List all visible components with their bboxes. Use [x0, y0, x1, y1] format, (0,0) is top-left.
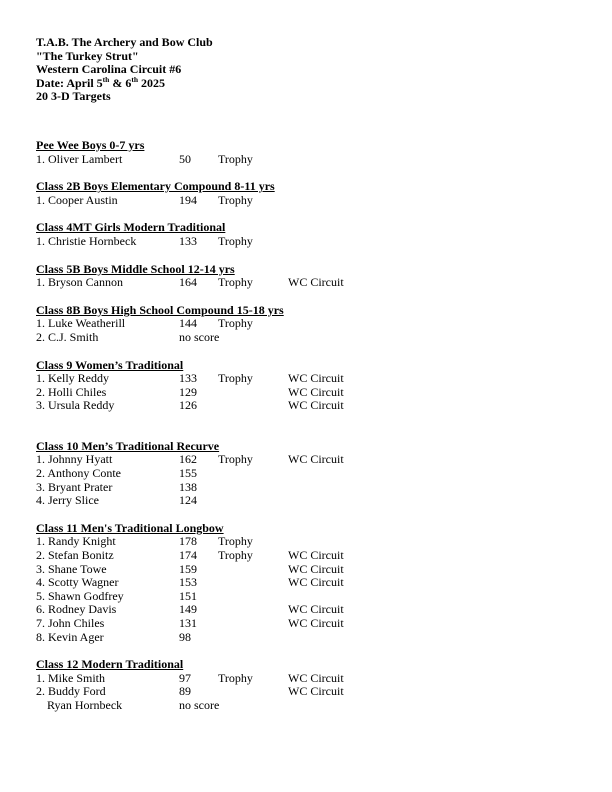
result-row — [36, 699, 582, 713]
result-row — [36, 235, 582, 249]
circuit-designation: WC Circuit — [288, 384, 344, 399]
award: Trophy — [218, 452, 253, 467]
award: Trophy — [218, 192, 253, 207]
targets-line: 20 3-D Targets — [36, 89, 111, 104]
competitor-name: 2. C.J. Smith — [36, 329, 99, 344]
result-row — [36, 672, 582, 686]
competitor-name: 8. Kevin Ager — [36, 629, 104, 644]
class-title: Class 10 Men’s Traditional Recurve — [36, 438, 220, 453]
score: 174 — [179, 548, 197, 563]
award — [218, 331, 288, 345]
date-ordinal-1: th — [102, 74, 110, 84]
result-row — [36, 576, 582, 590]
score: 151 — [179, 588, 197, 603]
award: Trophy — [218, 670, 253, 685]
competitor-name: Ryan Hornbeck — [47, 697, 123, 712]
score: 144 — [179, 316, 197, 331]
section-rows — [36, 276, 582, 290]
result-row — [36, 631, 582, 645]
score: 89 — [179, 684, 191, 699]
result-row — [36, 276, 582, 290]
class-title: Class 5B Boys Middle School 12-14 yrs — [36, 261, 235, 276]
competitor-name: 1. Johnny Hyatt — [36, 452, 113, 467]
award — [218, 399, 288, 413]
class-title: Class 8B Boys High School Compound 15-18 yrs — [36, 302, 284, 317]
award — [218, 699, 288, 713]
score: 155 — [179, 466, 197, 481]
circuit-designation: WC Circuit — [288, 452, 344, 467]
competitor-name: 2. Buddy Ford — [36, 684, 106, 699]
circuit-designation: WC Circuit — [288, 616, 344, 630]
class-title: Class 12 Modern Traditional — [36, 657, 184, 672]
circuit-designation: WC Circuit — [288, 561, 344, 576]
award — [218, 481, 288, 495]
competitor-name: 5. Shawn Godfrey — [36, 588, 124, 603]
result-row — [36, 549, 582, 563]
class-section — [36, 658, 582, 712]
result-row — [36, 386, 582, 400]
section-rows — [36, 453, 582, 507]
sections — [36, 139, 582, 713]
result-row — [36, 590, 582, 604]
circuit-designation — [288, 317, 582, 331]
competitor-name: 4. Jerry Slice — [36, 493, 99, 508]
score: 126 — [179, 398, 197, 413]
result-row — [36, 617, 582, 631]
class-title: Pee Wee Boys 0-7 yrs — [36, 137, 145, 152]
result-row — [36, 399, 582, 413]
circuit-designation: WC Circuit — [288, 548, 344, 563]
class-section — [36, 221, 582, 248]
result-row — [36, 467, 582, 481]
score: 194 — [179, 192, 197, 207]
circuit-designation — [288, 235, 582, 249]
score: 50 — [179, 151, 191, 166]
date-mid: & 6 — [109, 75, 132, 90]
result-row — [36, 535, 582, 549]
score: 138 — [179, 479, 197, 494]
score: 133 — [179, 233, 197, 248]
circuit-designation — [288, 631, 582, 645]
award — [218, 563, 288, 577]
circuit-designation: WC Circuit — [288, 684, 344, 699]
circuit-designation — [288, 153, 582, 167]
section-rows — [36, 153, 582, 167]
score: 162 — [179, 452, 197, 467]
class-section — [36, 440, 582, 508]
circuit-designation — [288, 331, 582, 345]
class-section — [36, 304, 582, 345]
award — [218, 685, 288, 699]
section-rows — [36, 235, 582, 249]
date-line — [36, 74, 582, 91]
competitor-name: 1. Bryson Cannon — [36, 275, 123, 290]
competitor-name: 2. Stefan Bonitz — [36, 548, 114, 563]
award: Trophy — [218, 151, 253, 166]
result-row — [36, 685, 582, 699]
section-rows — [36, 535, 582, 644]
circuit-designation — [288, 467, 582, 481]
section-rows — [36, 372, 582, 413]
competitor-name: 3. Shane Towe — [36, 561, 107, 576]
award: Trophy — [218, 275, 253, 290]
award — [218, 494, 288, 508]
competitor-name: 1. Cooper Austin — [36, 192, 118, 207]
competitor-name: 2. Holli Chiles — [36, 384, 107, 399]
award — [218, 631, 288, 645]
class-section — [36, 139, 582, 166]
award — [218, 603, 288, 617]
class-title: Class 4MT Girls Modern Traditional — [36, 220, 226, 235]
award: Trophy — [218, 534, 253, 549]
circuit-designation: WC Circuit — [288, 398, 344, 413]
circuit-designation — [288, 481, 582, 495]
award: Trophy — [218, 316, 253, 331]
competitor-name: 1. Mike Smith — [36, 670, 106, 685]
competitor-name: 1. Oliver Lambert — [36, 151, 123, 166]
competitor-name: 1. Randy Knight — [36, 534, 116, 549]
result-row — [36, 331, 582, 345]
score: 98 — [179, 629, 191, 644]
date-ordinal-2: th — [131, 74, 138, 84]
class-title: Class 9 Women’s Traditional — [36, 357, 184, 372]
score: no score — [179, 329, 220, 344]
date-prefix: Date: April 5 — [36, 75, 103, 90]
score: 131 — [179, 616, 197, 630]
circuit-designation: WC Circuit — [288, 275, 344, 290]
competitor-name: 4. Scotty Wagner — [36, 575, 119, 590]
circuit-designation — [288, 699, 582, 713]
score: 164 — [179, 275, 197, 290]
result-row — [36, 481, 582, 495]
result-row — [36, 317, 582, 331]
score: 149 — [179, 602, 197, 617]
result-row — [36, 372, 582, 386]
competitor-name: 7. John Chiles — [36, 616, 105, 630]
result-row — [36, 603, 582, 617]
result-row — [36, 494, 582, 508]
competitor-name: 1. Kelly Reddy — [36, 371, 109, 386]
score: 124 — [179, 493, 197, 508]
award — [218, 467, 288, 481]
result-row — [36, 563, 582, 577]
competitor-name: 3. Ursula Reddy — [36, 398, 115, 413]
competitor-name: 2. Anthony Conte — [36, 466, 122, 481]
circuit-designation — [288, 535, 582, 549]
score: no score — [179, 697, 220, 712]
competitor-name: 3. Bryant Prater — [36, 479, 113, 494]
award — [218, 617, 288, 631]
circuit-line: Western Carolina Circuit #6 — [36, 62, 182, 77]
section-rows — [36, 672, 582, 713]
score: 153 — [179, 575, 197, 590]
class-section — [36, 180, 582, 207]
document-header — [36, 36, 582, 104]
section-rows — [36, 194, 582, 208]
result-row — [36, 194, 582, 208]
date-suffix: 2025 — [138, 75, 165, 90]
competitor-name: 1. Luke Weatherill — [36, 316, 126, 331]
circuit-designation — [288, 194, 582, 208]
event-name-line: "The Turkey Strut" — [36, 48, 139, 63]
result-row — [36, 153, 582, 167]
award: Trophy — [218, 371, 253, 386]
class-section — [36, 263, 582, 290]
score: 129 — [179, 384, 197, 399]
circuit-designation: WC Circuit — [288, 602, 344, 617]
club-name-line: T.A.B. The Archery and Bow Club — [36, 35, 213, 49]
class-section — [36, 359, 582, 413]
award — [218, 576, 288, 590]
class-section — [36, 522, 582, 644]
circuit-designation — [288, 494, 582, 508]
score: 133 — [179, 371, 197, 386]
result-row — [36, 453, 582, 467]
class-title: Class 11 Men's Traditional Longbow — [36, 520, 224, 535]
award: Trophy — [218, 548, 253, 563]
award — [218, 386, 288, 400]
circuit-designation: WC Circuit — [288, 371, 344, 386]
score: 97 — [179, 670, 191, 685]
award: Trophy — [218, 233, 253, 248]
score: 159 — [179, 561, 197, 576]
section-rows — [36, 317, 582, 344]
competitor-name: 1. Christie Hornbeck — [36, 233, 137, 248]
class-title: Class 2B Boys Elementary Compound 8-11 yrs — [36, 179, 275, 194]
score: 178 — [179, 534, 197, 549]
competitor-name: 6. Rodney Davis — [36, 602, 117, 617]
circuit-designation: WC Circuit — [288, 670, 344, 685]
award — [218, 590, 288, 604]
circuit-designation — [288, 590, 582, 604]
circuit-designation: WC Circuit — [288, 575, 344, 590]
